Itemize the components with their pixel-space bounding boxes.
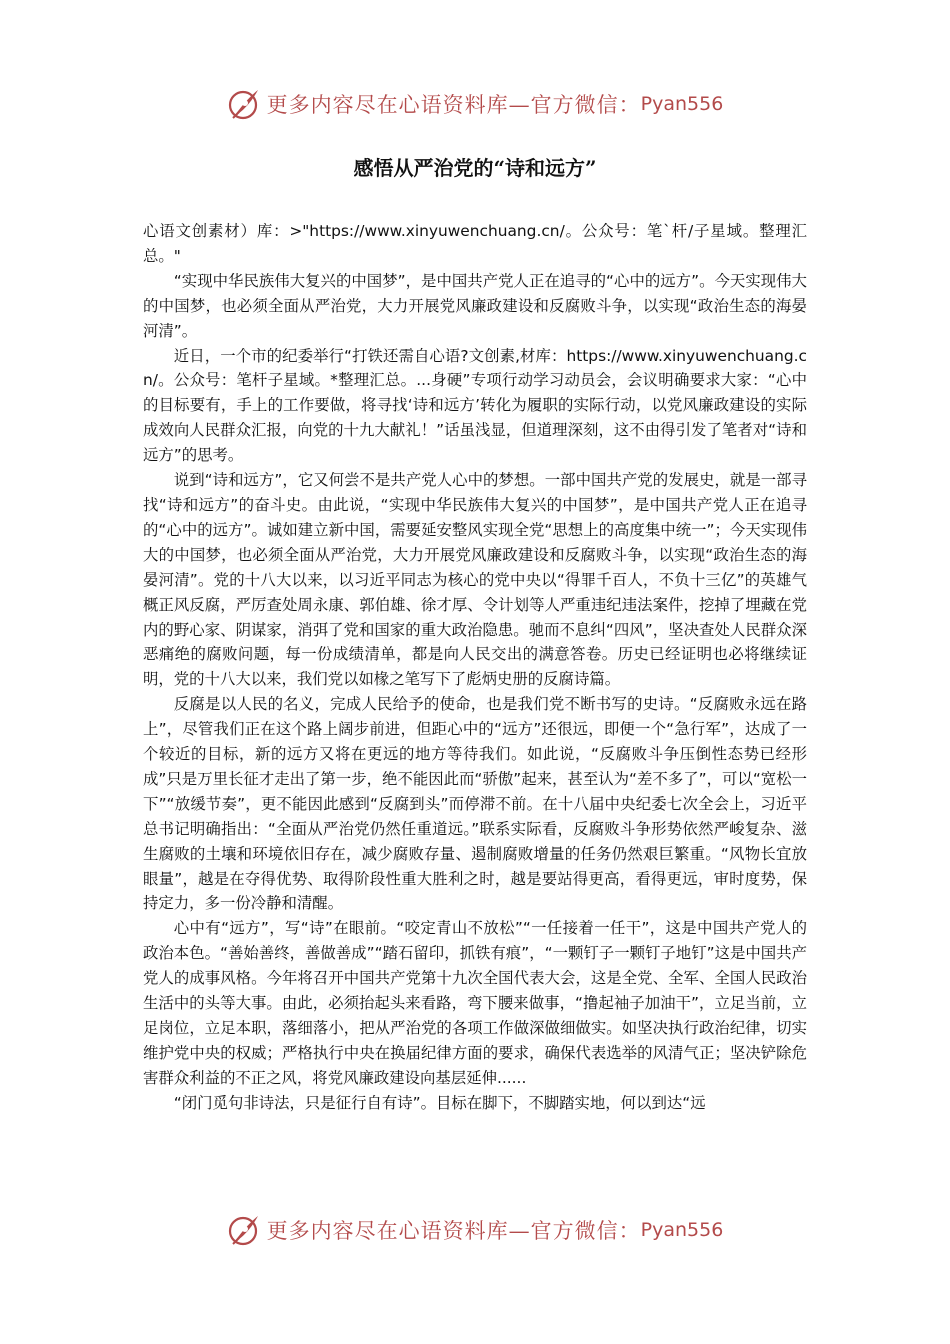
- banner-wechat-id: Pyan556: [640, 93, 724, 115]
- header-banner: [0, 84, 950, 124]
- paragraph: 近日，一个市的纪委举行“打铁还需自心语?文创素,材库：https://www.xinyuwenchuang.cn/。公众号：笔杆子星域。*整理汇总。...身硬”专项行动学习动员会，会议明确要求大家：“心中的目标要有，手上的工作要做，将寻找‘诗和远方’转化为履职的实际行动，以党风廉政建设的实际成效向人民群众汇报，向党的十九大献礼！”话虽浅显，但道理深刻，这不由得引发了笔者对“诗和远方”的思考。: [143, 346, 807, 465]
- paragraph: “实现中华民族伟大复兴的中国梦”，是中国共产党人正在追寻的“心中的远方”。今天实现伟大的中国梦，也必须全面从严治党，大力开展党风廉政建设和反腐败斗争，以实现“政治生态的海晏河清”。: [143, 271, 807, 340]
- banner-wechat-id: Pyan556: [640, 1219, 724, 1241]
- quill-pen-logo-icon: [227, 1213, 261, 1247]
- banner-text: 更多内容尽在心语资料库—官方微信：: [266, 93, 641, 117]
- footer-banner: [0, 1210, 950, 1250]
- paragraph: “闭门觅句非诗法，只是征行自有诗”。目标在脚下，不脚踏实地，何以到达“远: [173, 1093, 706, 1112]
- document-body: [143, 219, 807, 1116]
- paragraph: 心中有“远方”，写“诗”在眼前。“咬定青山不放松”“一任接着一任干”，这是中国共产党人的政治本色。“善始善终，善做善成”“踏石留印，抓铁有痕”，“一颗钉子一颗钉子地钉”这是中国共产党人的成事风格。今年将召开中国共产党第十九次全国代表大会，这是全党、全军、全国人民政治生活中的头等大事。由此，必须抬起头来看路，弯下腰来做事，“撸起袖子加油干”，立足当前，立足岗位，立足本职，落细落小，把从严治党的各项工作做深做细做实。如坚决执行政治纪律，切实维护党中央的权威；严格执行中央在换届纪律方面的要求，确保代表选举的风清气正；坚决铲除危害群众利益的不正之风，将党风廉政建设向基层延伸......: [143, 919, 807, 1087]
- paragraph: 说到“诗和远方”，它又何尝不是共产党人心中的梦想。一部中国共产党的发展史，就是一部寻找“诗和远方”的奋斗史。由此说，“实现中华民族伟大复兴的中国梦”，是中国共产党人正在追寻的“心中的远方”。诚如建立新中国，需要延安整风实现全党“思想上的高度集中统一”；今天实现伟大的中国梦，也必须全面从严治党，大力开展党风廉政建设和反腐败斗争，以实现“政治生态的海晏河清”。党的十八大以来，以习近平同志为核心的党中央以“得罪千百人，不负十三亿”的英雄气概正风反腐，严厉查处周永康、郭伯雄、徐才厚、令计划等人严重违纪违法案件，挖掉了埋藏在党内的野心家、阴谋家，消弭了党和国家的重大政治隐患。驰而不息纠“四风”，坚决查处人民群众深恶痛绝的腐败问题，每一份成绩清单，都是向人民交出的满意答卷。历史已经证明也必将继续证明，党的十八大以来，我们党以如椽之笔写下了彪炳史册的反腐诗篇。: [143, 471, 807, 689]
- quill-pen-logo-icon: [227, 87, 261, 121]
- paragraph: 反腐是以人民的名义，完成人民给予的使命，也是我们党不断书写的史诗。“反腐败永远在路上”，尽管我们正在这个路上阔步前进，但距心中的“远方”还很远，即便一个“急行军”，达成了一个较近的目标，新的远方又将在更远的地方等待我们。如此说，“反腐败斗争压倒性态势已经形成”只是万里长征才走出了第一步，绝不能因此而“骄傲”起来，甚至认为“差不多了”，可以“宽松一下”“放缓节奏”，更不能因此感到“反腐到头”而停滞不前。在十八届中央纪委七次全会上，习近平总书记明确指出：“全面从严治党仍然任重道远。”联系实际看，反腐败斗争形势依然严峻复杂、滋生腐败的土壤和环境依旧存在，减少腐败存量、遏制腐败增量的任务仍然艰巨繁重。“风物长宜放眼量”，越是在夺得优势、取得阶段性重大胜利之时，越是要站得更高，看得更远，审时度势，保持定力，多一份冷静和清醒。: [143, 695, 807, 913]
- paragraph-source-note: 心语文创素材）库：>"https://www.xinyuwenchuang.cn/。公众号：笔`杆/子星域。整理汇总。": [143, 222, 807, 265]
- document-title: 感悟从严治党的“诗和远方”: [353, 156, 597, 180]
- banner-text: 更多内容尽在心语资料库—官方微信：: [266, 1219, 641, 1243]
